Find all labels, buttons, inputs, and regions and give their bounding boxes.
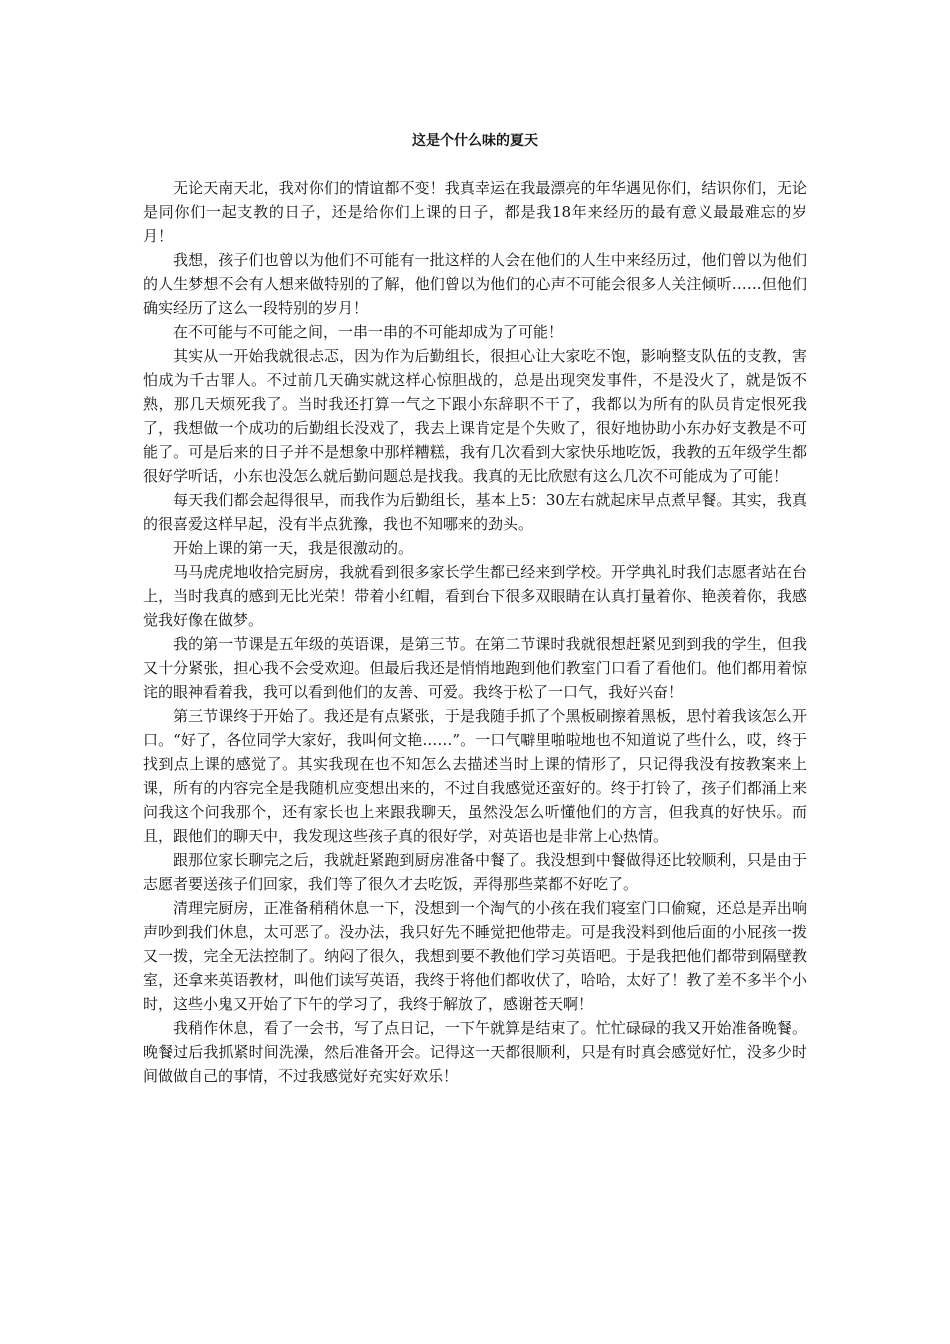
paragraph: 每天我们都会起得很早，而我作为后勤组长，基本上5：30左右就起床早点煮早餐。其实，我真的很喜爱这样早起，没有半点犹豫，我也不知哪来的劲头。 bbox=[143, 491, 807, 533]
paragraph: 我想，孩子们也曾以为他们不可能有一批这样的人会在他们的人生中来经历过，他们曾以为他们的人生梦想不会有人想来做特别的了解，他们曾以为他们的心声不可能会很多人关注倾听……但他们确实经历了这么一段特别的岁月！ bbox=[143, 251, 807, 317]
document-body bbox=[143, 176, 807, 1088]
paragraph: 清理完厨房，正准备稍稍休息一下，没想到一个淘气的小孩在我们寝室门口偷窥，还总是弄出响声吵到我们休息，太可恶了。没办法，我只好先不睡觉把他带走。可是我没料到他后面的小屁孩一拨又一拨，完全无法控制了。纳闷了很久，我想到要不教他们学习英语吧。于是我把他们都带到隔壁教室，还拿来英语教材，叫他们读写英语，我终于将他们都收伏了，哈哈，太好了！教了差不多半个小时，这些小鬼又开始了下午的学习了，我终于解放了，感谢苍天啊！ bbox=[143, 899, 807, 1013]
paragraph: 第三节课终于开始了。我还是有点紧张，于是我随手抓了个黑板刷擦着黑板，思忖着我该怎么开口。“好了，各位同学大家好，我叫何文艳……”。一口气噼里啪啦地也不知道说了些什么，哎，终于找到点上课的感觉了。其实我现在也不知怎么去描述当时上课的情形了，只记得我没有按教案来上课，所有的内容完全是我随机应变想出来的，不过自我感觉还蛮好的。终于打铃了，孩子们都涌上来问我这个问我那个，还有家长也上来跟我聊天，虽然没怎么听懂他们的方言，但我真的好快乐。而且，跟他们的聊天中，我发现这些孩子真的很好学，对英语也是非常上心热情。 bbox=[143, 707, 807, 845]
paragraph: 开始上课的第一天，我是很激动的。 bbox=[173, 539, 414, 557]
paragraph: 我的第一节课是五年级的英语课，是第三节。在第二节课时我就很想赶紧见到到我的学生，但我又十分紧张，担心我不会受欢迎。但最后我还是悄悄地跑到他们教室门口看了看他们。他们都用着惊诧的眼神看着我，我可以看到他们的友善、可爱。我终于松了一口气，我好兴奋！ bbox=[143, 635, 807, 701]
paragraph: 我稍作休息，看了一会书，写了点日记，一下午就算是结束了。忙忙碌碌的我又开始准备晚餐。晚餐过后我抓紧时间洗澡，然后准备开会。记得这一天都很顺利，只是有时真会感觉好忙，没多少时间做做自己的事情，不过我感觉好充实好欢乐！ bbox=[143, 1019, 807, 1085]
paragraph: 跟那位家长聊完之后，我就赶紧跑到厨房准备中餐了。我没想到中餐做得还比较顺利，只是由于志愿者要送孩子们回家，我们等了很久才去吃饭，弄得那些菜都不好吃了。 bbox=[143, 851, 807, 893]
paragraph: 无论天南天北，我对你们的情谊都不变！我真幸运在我最漂亮的年华遇见你们，结识你们，无论是同你们一起支教的日子，还是给你们上课的日子，都是我18年来经历的最有意义最最难忘的岁月！ bbox=[143, 179, 807, 245]
paragraph: 其实从一开始我就很忐忑，因为作为后勤组长，很担心让大家吃不饱，影响整支队伍的支教，害怕成为千古罪人。不过前几天确实就这样心惊胆战的，总是出现突发事件，不是没火了，就是饭不熟，那几天烦死我了。当时我还打算一气之下跟小东辞职不干了，我都以为所有的队员肯定恨死我了，我想做一个成功的后勤组长没戏了，我去上课肯定是个失败了，很好地协助小东办好支教是不可能了。可是后来的日子并不是想象中那样糟糕，我有几次看到大家快乐地吃饭，我教的五年级学生都很好学听话，小东也没怎么就后勤问题总是找我。我真的无比欣慰有这么几次不可能成为了可能！ bbox=[143, 347, 807, 485]
document-title: 这是个什么味的夏天 bbox=[412, 133, 538, 149]
paragraph: 在不可能与不可能之间，一串一串的不可能却成为了可能！ bbox=[173, 323, 564, 341]
paragraph: 马马虎虎地收拾完厨房，我就看到很多家长学生都已经来到学校。开学典礼时我们志愿者站在台上，当时我真的感到无比光荣！带着小红帽，看到台下很多双眼睛在认真打量着你、艳羡着你，我感觉我好像在做梦。 bbox=[143, 563, 807, 629]
